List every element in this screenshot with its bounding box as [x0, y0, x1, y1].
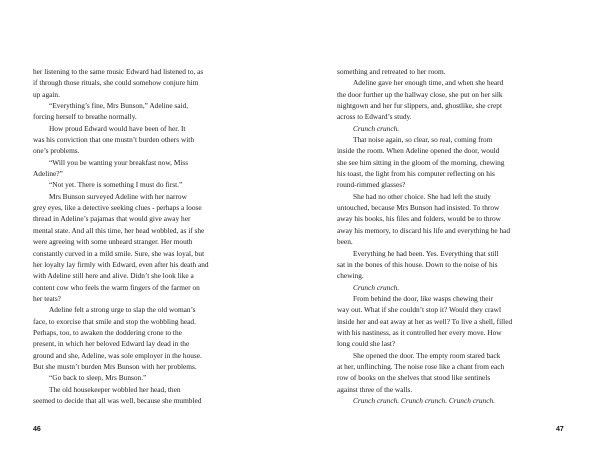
text-line: content cow who feels the warm fingers of the farmer on — [33, 282, 200, 292]
text-line: Crunch crunch. Crunch crunch. Crunch crunch. — [353, 395, 495, 405]
text-line: his toast, the light from his computer reflecting on his — [337, 169, 495, 179]
text-line: up again. — [33, 89, 60, 99]
text-line: From behind the door, like wasps chewing their — [353, 293, 494, 303]
text-line: “Everything’s fine, Mrs Bunson,” Adeline said, — [49, 101, 189, 111]
text-line: “Not yet. There is something I must do first.” — [49, 180, 183, 190]
text-line: she see him sitting in the gloom of the morning, chewing — [337, 157, 505, 167]
text-line: How proud Edward would have been of her. It — [49, 123, 186, 133]
text-line: She opened the door. The empty room stared back — [353, 350, 501, 360]
text-line: forcing herself to breathe normally. — [33, 112, 137, 122]
text-line: inside the room. When Adeline opened the door, would — [337, 146, 500, 156]
text-line: was his conviction that one mustn’t burden others with — [33, 135, 194, 145]
text-line: Perhaps, too, to awaken the doddering crone to the — [33, 327, 182, 337]
text-line: “Go back to sleep, Mrs Bunson.” — [49, 373, 147, 383]
text-line: sat in the bones of this house. Down to the noise of his — [337, 259, 498, 269]
left-page-text — [33, 66, 263, 406]
text-line: constantly curved in a mild smile. Sure, she was loyal, but — [33, 248, 205, 258]
text-line: away his books, his files and folders, would be to throw — [337, 214, 501, 224]
text-line: been. — [337, 237, 353, 247]
text-line: long could she last? — [337, 339, 396, 349]
text-line: mental state. And all this time, her head wobbled, as if she — [33, 225, 205, 235]
text-line: nightgown and her fur slippers, and, ghostlike, she crept — [337, 101, 502, 111]
text-line: the door further up the hallway close, she put on her silk — [337, 89, 503, 99]
text-line: untouched, because Mrs Bunson had insisted. To throw — [337, 203, 500, 213]
text-line: at her, unflinching. The noise rose like a chant from each — [337, 361, 505, 371]
text-line: ground and she, Adeline, was sole employer in the house. — [33, 350, 202, 360]
text-line: with his nastiness, as it controlled her every move. How — [337, 327, 502, 337]
left-page-number: 46 — [33, 426, 41, 433]
text-line: The old housekeeper wobbled her head, then — [49, 384, 181, 394]
right-page-number: 47 — [556, 426, 564, 433]
text-line: round-rimmed glasses? — [337, 180, 406, 190]
text-line: But she mustn’t burden Mrs Bunson with her problems. — [33, 361, 197, 371]
text-line: Crunch crunch. — [353, 123, 400, 133]
text-line: Adeline gave her enough time, and when she heard — [353, 78, 504, 88]
text-line: That noise again, so clear, so real, coming from — [353, 135, 493, 145]
text-line: with Adeline still here and alive. Didn’t she look like a — [33, 271, 194, 281]
text-line: her teats? — [33, 293, 61, 303]
text-line: present, in which her beloved Edward lay dead in the — [33, 339, 190, 349]
text-line: Everything he had been. Yes. Everything that still — [353, 248, 499, 258]
text-line: if through those rituals, she could somehow conjure him — [33, 78, 199, 88]
text-line: thread in Adeline’s pajamas that would give away her — [33, 214, 191, 224]
text-line: grey eyes, like a detective seeking clues - perhaps a loose — [33, 203, 202, 213]
text-line: Adeline?” — [33, 169, 63, 179]
text-line: “Will you be wanting your breakfast now, Miss — [49, 157, 189, 167]
text-line: across to Edward’s study. — [337, 112, 412, 122]
text-line: face, to exorcise that smile and stop the wobbling head. — [33, 316, 196, 326]
text-line: Crunch crunch. — [353, 282, 400, 292]
text-line: seemed to decide that all was well, because she mumbled — [33, 395, 202, 405]
text-line: row of books on the shelves that stood like sentinels — [337, 373, 491, 383]
text-line: chewing. — [337, 271, 364, 281]
text-line: one’s problems. — [33, 146, 80, 156]
text-line: way out. What if she couldn’t stop it? Would they crawl — [337, 305, 502, 315]
text-line: against three of the walls. — [337, 384, 413, 394]
text-line: inside her and eat away at her as well? To live a shell, filled — [337, 316, 513, 326]
text-line: Adeline felt a strong urge to slap the old woman’s — [49, 305, 196, 315]
text-line: Mrs Bunson surveyed Adeline with her narrow — [49, 191, 187, 201]
text-line: away his memory, to discard his life and everything he had — [337, 225, 511, 235]
text-line: her loyalty lay firmly with Edward, even after his death and — [33, 259, 209, 269]
text-line: were agreeing with some unheard stranger. Her mouth — [33, 237, 193, 247]
right-page-text — [337, 66, 567, 406]
text-line: something and retreated to her room. — [337, 67, 446, 76]
text-line: She had no other choice. She had left the study — [353, 191, 491, 201]
text-line: her listening to the same music Edward had listened to, as — [33, 67, 204, 76]
